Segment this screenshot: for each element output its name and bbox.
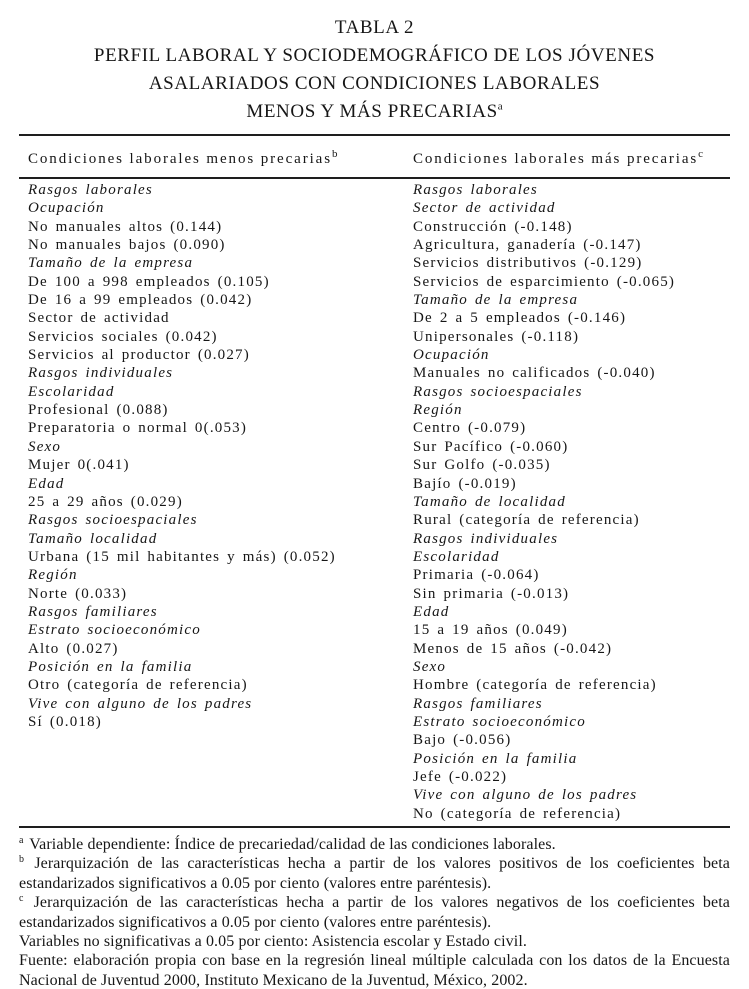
category-row: Tamaño de localidad — [413, 493, 566, 510]
title-line-2: ASALARIADOS CON CONDICIONES LABORALES — [148, 73, 601, 94]
category-row: Rasgos laborales — [28, 182, 153, 198]
category-row: Edad — [413, 603, 450, 620]
category-row: Rasgos laborales — [413, 182, 538, 198]
table-row: Servicios sociales (0.042) — [28, 328, 218, 345]
title-line-3-text: MENOS Y MÁS PRECARIAS — [246, 101, 498, 122]
table-row: Sin primaria (-0.013) — [413, 585, 570, 602]
table-row: Servicios de esparcimiento (-0.065) — [413, 273, 676, 290]
table-row: Centro (-0.079) — [413, 420, 527, 437]
table-row: Norte (0.033) — [28, 585, 128, 602]
table-row: No manuales bajos (0.090) — [28, 237, 226, 254]
table-row: Sur Golfo (-0.035) — [413, 457, 551, 474]
footnote: $^a$ Variable dependiente: Índice de precariedad/calidad de las condiciones laborales. — [19, 834, 556, 854]
category-row: Edad — [28, 475, 65, 492]
category-row: Tamaño de la empresa — [413, 292, 579, 309]
column-header-right-marker: c — [698, 148, 704, 160]
footnote-marker: b — [19, 854, 24, 866]
table-row: Manuales no calificados (-0.040) — [413, 365, 656, 382]
header-rule — [19, 177, 730, 179]
table-row: Urbana (15 mil habitantes y más) (0.052) — [28, 548, 336, 565]
category-row: Región — [28, 567, 78, 584]
title-footnote-marker: a — [497, 100, 503, 113]
table-row: Bajo (-0.056) — [413, 732, 512, 749]
category-row: Ocupación — [413, 347, 490, 364]
table-row: Rural (categoría de referencia) — [413, 512, 640, 529]
table-row: De 2 a 5 empleados (-0.146) — [413, 310, 627, 327]
category-row: Ocupación — [28, 200, 105, 217]
footnote-marker: a — [19, 834, 24, 846]
table-body — [19, 181, 730, 823]
table-row: De 100 a 998 empleados (0.105) — [28, 273, 270, 290]
table-row: Preparatoria o normal 0(.053) — [28, 420, 248, 437]
column-header-left-text: Condiciones laborales menos precarias — [28, 151, 332, 167]
table-row: Sector de actividad — [28, 310, 170, 327]
table-row: Profesional (0.088) — [28, 402, 169, 419]
category-row: Sexo — [413, 658, 447, 675]
table-row: 15 a 19 años (0.049) — [413, 622, 568, 639]
footnotes — [19, 835, 730, 989]
category-row: Estrato socioeconómico — [413, 713, 586, 730]
table-row: Alto (0.027) — [28, 640, 119, 657]
footnote: Fuente: elaboración propia con base en la regresión lineal múltiple calculada con los datos de la Encuesta Nacional de Juventud 2000, Instituto Mexicano de la Juventud, México, 2002. — [19, 952, 730, 989]
table-row: Servicios al productor (0.027) — [28, 347, 250, 364]
category-row: Región — [413, 402, 463, 419]
category-row: Escolaridad — [413, 548, 500, 565]
column-header-less-precarious — [19, 148, 413, 168]
table-row: Otro (categoría de referencia) — [28, 677, 248, 694]
category-row: Posición en la familia — [28, 658, 193, 675]
footnote-marker: c — [19, 892, 24, 904]
category-row: Estrato socioeconómico — [28, 622, 201, 639]
category-row: Sexo — [28, 438, 62, 455]
column-header-more-precarious — [413, 148, 730, 168]
table-row: Jefe (-0.022) — [413, 769, 508, 785]
category-row: Sector de actividad — [413, 200, 556, 217]
category-row: Vive con alguno de los padres — [413, 787, 638, 804]
category-row: Rasgos socioespaciales — [28, 512, 198, 529]
category-row: Rasgos individuales — [413, 530, 559, 547]
table-row: No (categoría de referencia) — [413, 805, 622, 822]
table-row: Bajío (-0.019) — [413, 475, 517, 492]
table-row: Sí (0.018) — [28, 713, 102, 730]
column-header-right-text: Condiciones laborales más precarias — [413, 151, 699, 167]
table-number: TABLA 2 — [334, 17, 415, 38]
table-row: De 16 a 99 empleados (0.042) — [28, 292, 253, 309]
table-row: Sur Pacífico (-0.060) — [413, 438, 569, 455]
table-row: Mujer 0(.041) — [28, 457, 130, 474]
table-row: Agricultura, ganadería (-0.147) — [413, 237, 642, 254]
footnote: $^c$ Jerarquización de las características hecha a partir de los valores negativos de los coeficientes beta estandarizados significativos a 0.05 por ciento (valores entre paréntesis). — [19, 892, 730, 931]
category-row: Tamaño localidad — [28, 530, 158, 547]
table-row: 25 a 29 años (0.029) — [28, 493, 183, 510]
footnote: $^b$ Jerarquización de las características hecha a partir de los valores positivos de los coeficientes beta estandarizados significativos a 0.05 por ciento (valores entre paréntesis). — [19, 854, 730, 892]
top-rule — [19, 134, 730, 136]
right-column — [413, 181, 730, 823]
category-row: Tamaño de la empresa — [28, 255, 194, 272]
category-row: Rasgos familiares — [28, 603, 158, 620]
title-line-3 — [19, 98, 730, 126]
category-row: Escolaridad — [28, 383, 115, 400]
left-column — [19, 181, 413, 823]
table-row: Construcción (-0.148) — [413, 218, 573, 235]
column-header-left-marker: b — [331, 148, 338, 160]
table-title — [19, 14, 730, 126]
table-row: Unipersonales (-0.118) — [413, 328, 580, 345]
category-row: Rasgos socioespaciales — [413, 383, 583, 400]
category-row: Rasgos familiares — [413, 695, 543, 712]
table-row: Primaria (-0.064) — [413, 567, 540, 584]
bottom-rule — [19, 826, 730, 828]
table-row: Servicios distributivos (-0.129) — [413, 255, 643, 272]
category-row: Rasgos individuales — [28, 365, 174, 382]
title-line-1: PERFIL LABORAL Y SOCIODEMOGRÁFICO DE LOS JÓVENES — [93, 45, 656, 66]
table-row: Hombre (categoría de referencia) — [413, 677, 657, 694]
column-headers — [19, 148, 730, 168]
footnote: Variables no significativas a 0.05 por ciento: Asistencia escolar y Estado civil. — [19, 933, 527, 951]
category-row: Vive con alguno de los padres — [28, 695, 253, 712]
table-row: Menos de 15 años (-0.042) — [413, 640, 613, 657]
table-row: No manuales altos (0.144) — [28, 218, 223, 235]
category-row: Posición en la familia — [413, 750, 578, 767]
